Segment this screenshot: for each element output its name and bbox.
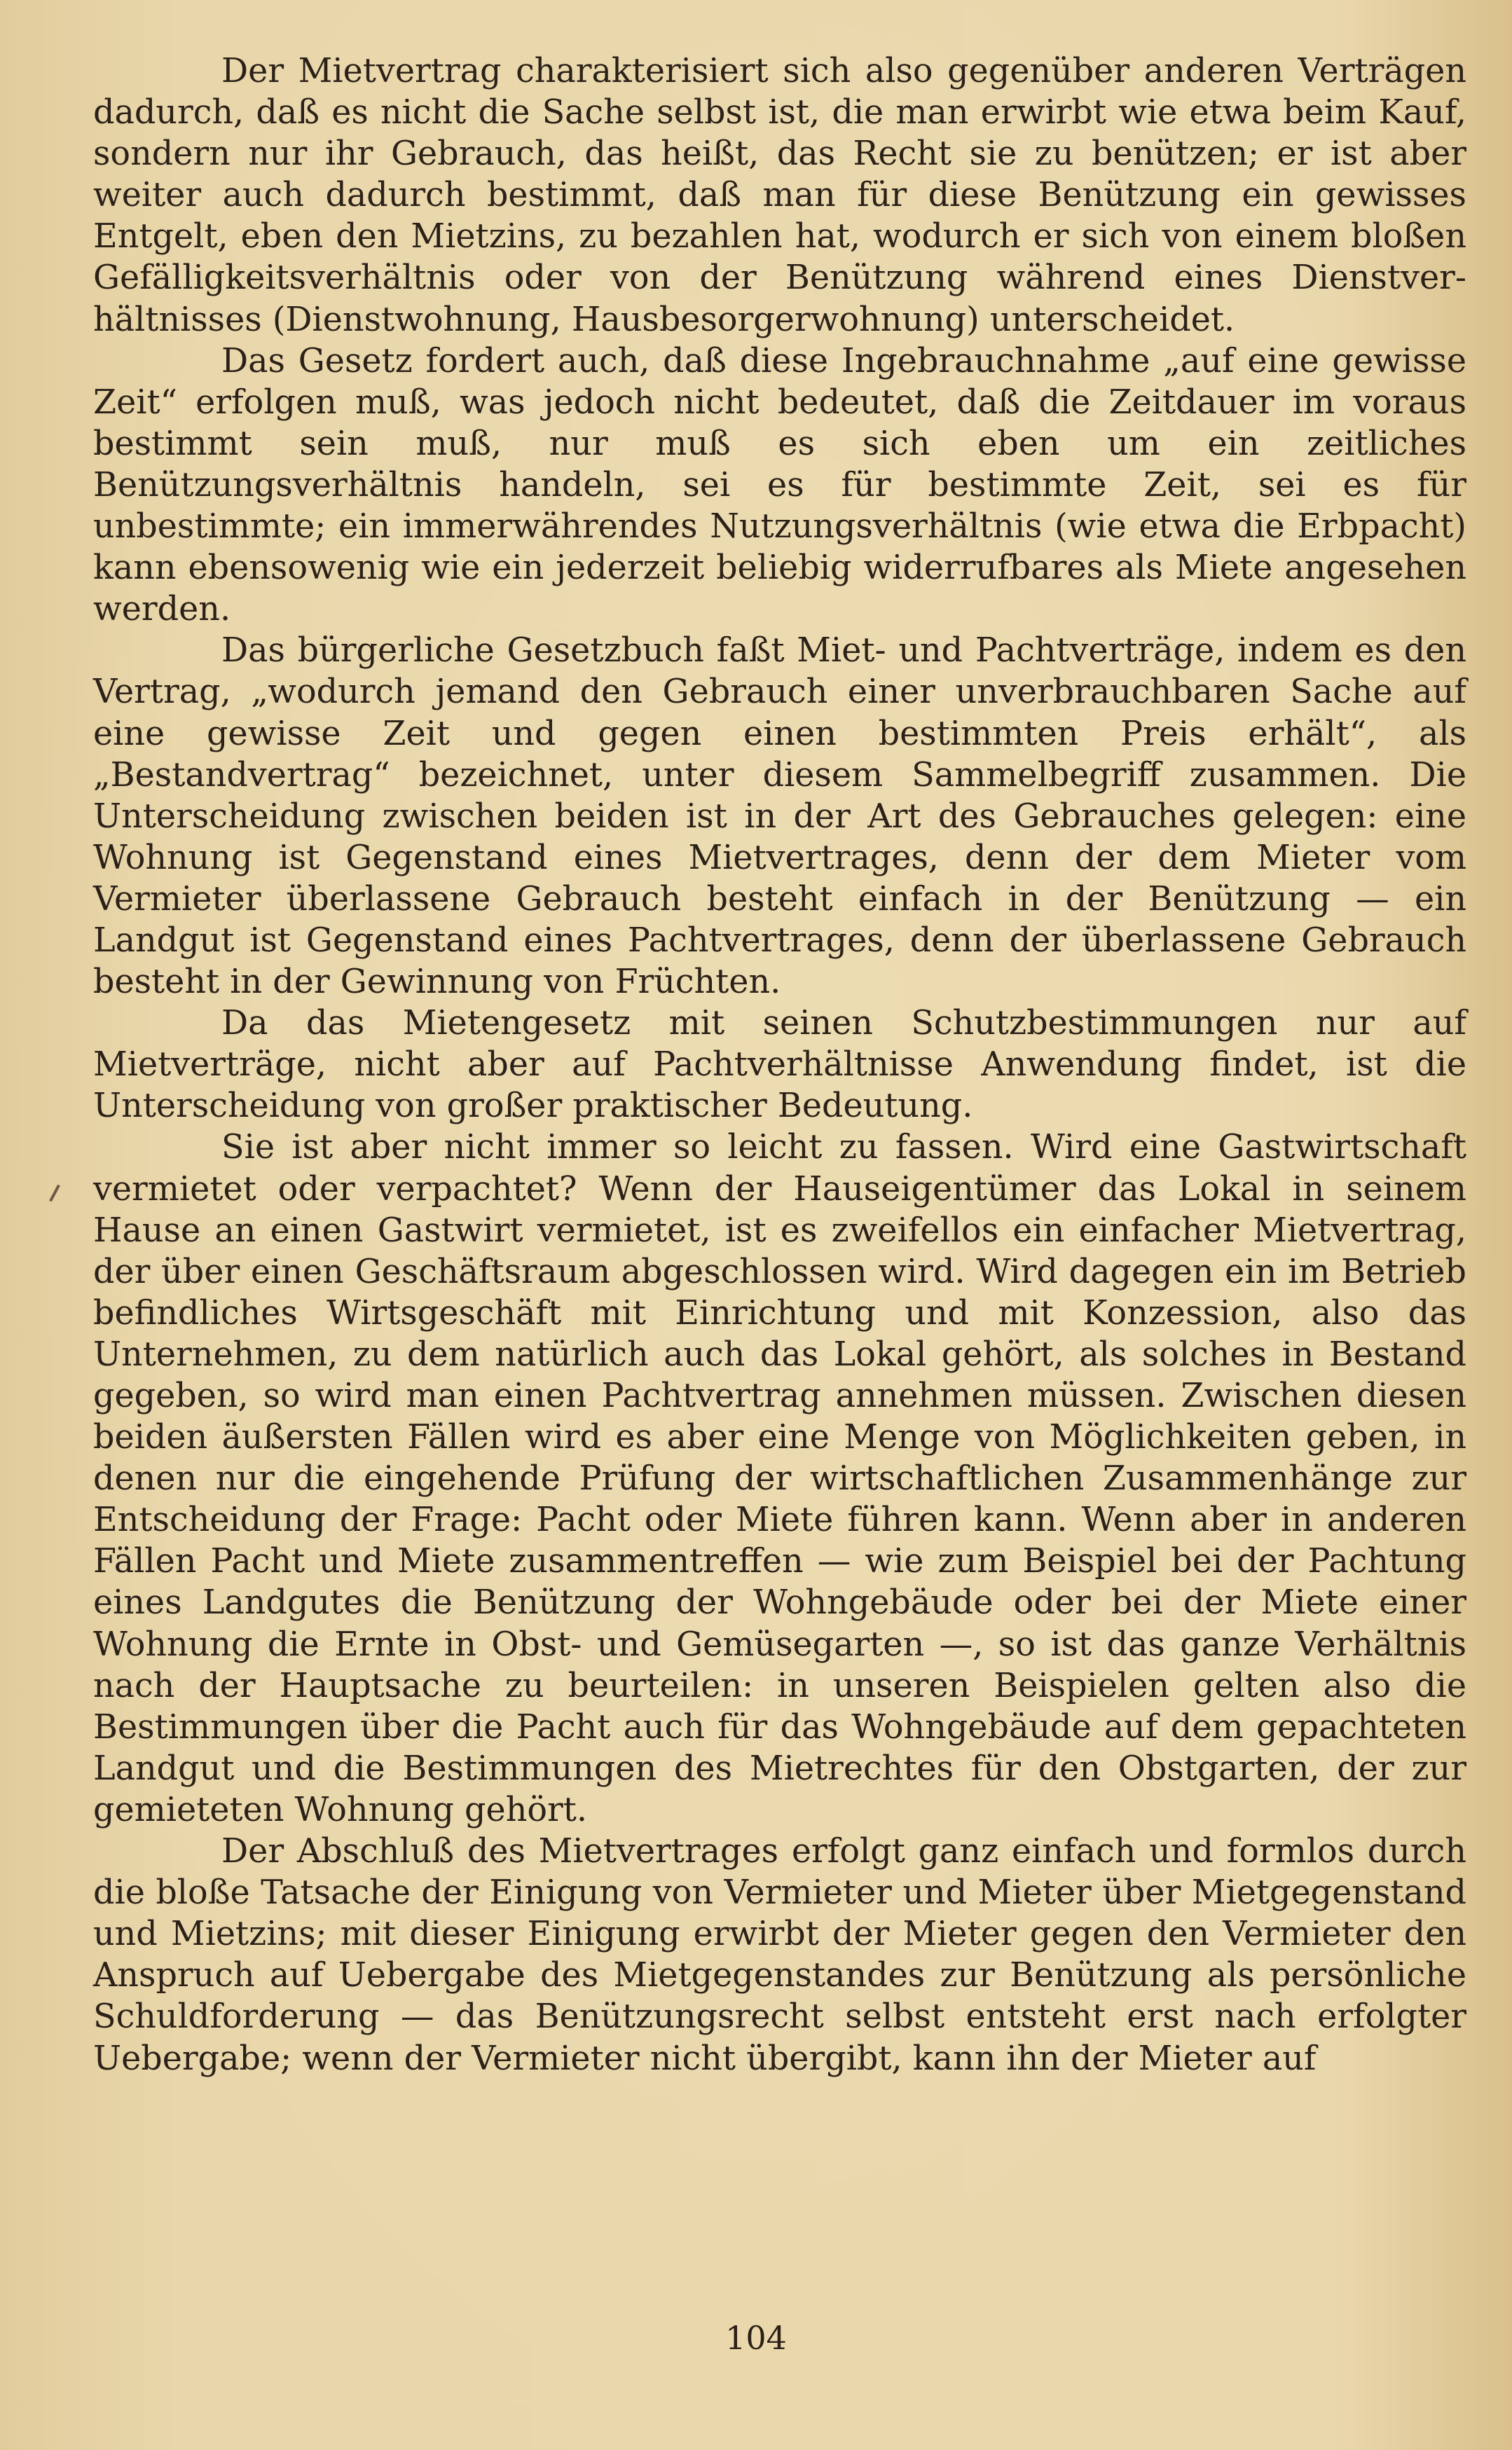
paragraph-6: Der Abschluß des Mietvertrages erfolgt ganz einfach und formlos durch die bloße Tatsache der Einigung von Vermieter und Mieter über Mietgegenstand und Mietzins; mit dieser Einigung erwirbt der Mieter gegen den Vermieter den Anspruch auf Uebergabe des Mietgegenstandes zur Benützung als persönliche Schuldforderung — das Benützungsrecht selbst entsteht erst nach erfolgter Uebergabe; wenn der Vermieter nicht übergibt, kann ihn der Mieter auf (93, 1832, 1466, 2078)
body-text (93, 50, 1466, 2079)
paragraph-1: Der Mietvertrag charakterisiert sich also gegenüber anderen Verträgen dadurch, daß es nicht die Sache selbst ist, die man erwirbt wie etwa beim Kauf, sondern nur ihr Gebrauch, das heißt, das Recht sie zu benützen; er ist aber weiter auch dadurch bestimmt, daß man für diese Benützung ein gewisses Entgelt, eben den Mietzins, zu bezahlen hat, wodurch er sich von einem bloßen Gefälligkeitsverhältnis oder von der Benützung während eines Dienstverhältnisses (Dienstwohnung, Hausbesorgerwohnung) unterscheidet. (93, 52, 1466, 339)
page-number: 104 (725, 2319, 787, 2357)
margin-pencil-mark (49, 1185, 60, 1202)
paragraph-5: Sie ist aber nicht immer so leicht zu fassen. Wird eine Gastwirtschaft vermietet oder verpachtet? Wenn der Hauseigentümer das Lokal in seinem Hause an einen Gastwirt vermietet, ist es zweifellos ein einfacher Mietvertrag, der über einen Geschäftsraum abgeschlossen wird. Wird dagegen ein im Betrieb befindliches Wirtsgeschäft mit Einrichtung und mit Konzession, also das Unternehmen, zu dem natürlich auch das Lokal gehört, als solches in Bestand gegeben, so wird man einen Pachtvertrag annehmen müssen. Zwischen diesen beiden äußersten Fällen wird es aber eine Menge von Möglichkeiten geben, in denen nur die eingehende Prüfung der wirtschaftlichen Zusammenhänge zur Entscheidung der Frage: Pacht oder Miete führen kann. Wenn aber in anderen Fällen Pacht und Miete zusammentreffen — wie zum Beispiel bei der Pachtung eines Landgutes die Benützung der Wohngebäude oder bei der Miete einer Wohnung die Ernte in Obst- und Gemüsegarten —, so ist das ganze Verhältnis nach der Hauptsache zu beurteilen: in unseren Beispielen gelten also die Bestimmungen über die Pacht auch für das Wohngebäude auf dem gepachteten Landgut und die Bestimmungen des Mietrechtes für den Obstgarten, der zur gemieteten Wohnung gehört. (93, 1128, 1466, 1829)
paragraph-3: Das bürgerliche Gesetzbuch faßt Miet- und Pachtverträge, indem es den Vertrag, „wodurch jemand den Gebrauch einer unverbrauchbaren Sache auf eine gewisse Zeit und gegen einen bestimmten Preis erhält“, als „Bestandvertrag“ bezeichnet, unter diesem Sammelbegriff zusammen. Die Unterscheidung zwischen beiden ist in der Art des Gebrauches gelegen: eine Wohnung ist Gegenstand eines Mietvertrages, denn der dem Mieter vom Vermieter überlassene Gebrauch besteht einfach in der Benützung — ein Landgut ist Gegenstand eines Pachtvertrages, denn der überlassene Gebrauch besteht in der Gewinnung von Früchten. (93, 631, 1466, 1002)
paragraph-2: Das Gesetz fordert auch, daß diese Ingebrauchnahme „auf eine gewisse Zeit“ erfolgen muß, was jedoch nicht bedeutet, daß die Zeitdauer im voraus bestimmt sein muß, nur muß es sich eben um ein zeitliches Benützungsverhältnis handeln, sei es für bestimmte Zeit, sei es für unbestimmte; ein immerwährendes Nutzungsverhältnis (wie etwa die Erbpacht) kann ebensowenig wie ein jederzeit beliebig widerrufbares als Miete angesehen werden. (93, 341, 1466, 629)
paragraph-4: Da das Mietengesetz mit seinen Schutzbestimmungen nur auf Mietverträge, nicht aber auf Pachtverhältnisse Anwendung findet, ist die Unterscheidung von großer praktischer Bedeutung. (93, 1004, 1466, 1126)
